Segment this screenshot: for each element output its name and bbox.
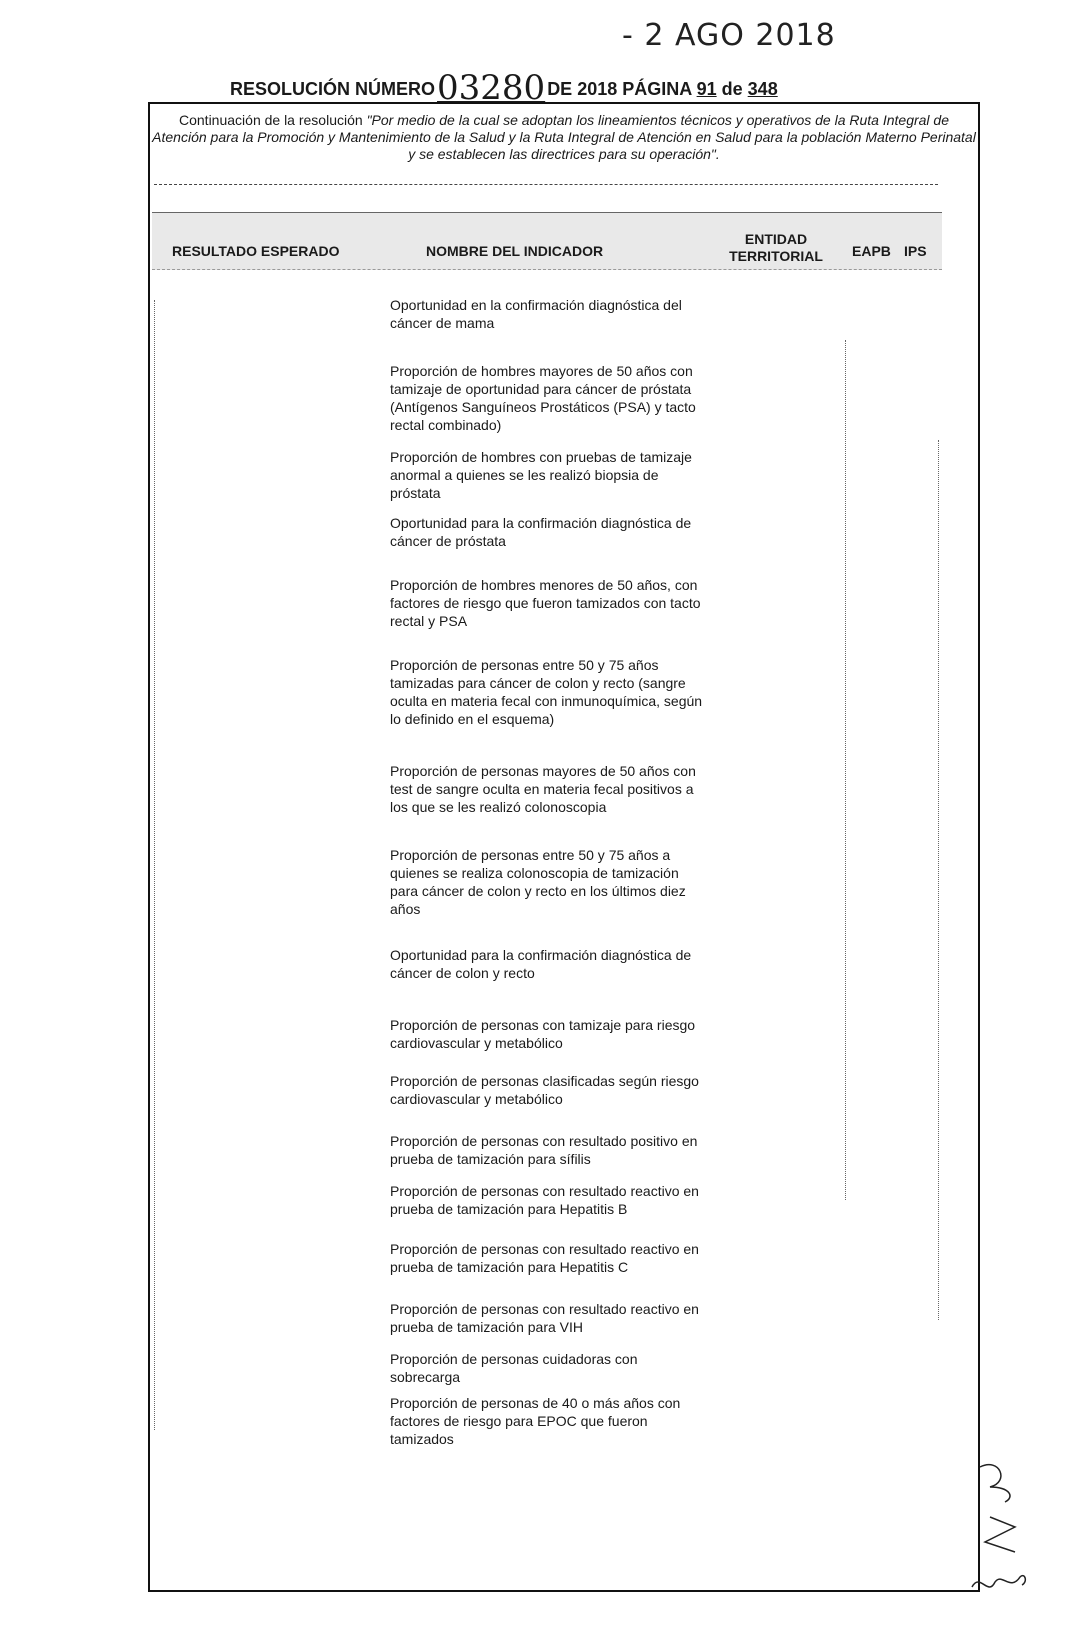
- handwritten-signature: [970, 1457, 1030, 1607]
- indicator-row: Proporción de personas con tamizaje para riesgo cardiovascular y metabólico: [390, 1017, 696, 1051]
- indicator-row: Oportunidad para la confirmación diagnóstica de cáncer de próstata: [390, 515, 692, 549]
- indicator-row: Oportunidad en la confirmación diagnóstica del cáncer de mama: [390, 297, 682, 331]
- column-header-resultado: RESULTADO ESPERADO: [172, 243, 340, 259]
- column-divider-eapb: [845, 340, 846, 1200]
- column-header-nombre: NOMBRE DEL INDICADOR: [426, 243, 604, 259]
- page-total: 348: [747, 79, 778, 99]
- indicator-row: Proporción de hombres mayores de 50 años con tamizaje de oportunidad para cáncer de próstata (Antígenos Sanguíneos Prostáticos (PSA) y tacto rectal combinado): [390, 363, 696, 433]
- column-divider-ips: [938, 440, 939, 1320]
- indicator-row: Proporción de personas con resultado reactivo en prueba de tamización para Hepatitis B: [390, 1183, 699, 1217]
- indicator-row: Proporción de hombres menores de 50 años, con factores de riesgo que fueron tamizados con tacto rectal y PSA: [390, 577, 701, 629]
- column-header-eapb: EAPB: [852, 243, 891, 259]
- indicator-row: Proporción de personas con resultado reactivo en prueba de tamización para Hepatitis C: [390, 1241, 699, 1275]
- indicator-row: Oportunidad para la confirmación diagnóstica de cáncer de colon y recto: [390, 947, 692, 981]
- date-stamp: - 2 AGO 2018: [622, 18, 836, 53]
- indicator-row: Proporción de personas entre 50 y 75 años tamizadas para cáncer de colon y recto (sangre oculta en materia fecal con inmunoquímica, según lo definido en el esquema): [390, 657, 703, 727]
- resolution-header: [230, 64, 778, 108]
- continuation-text: [152, 112, 976, 163]
- resolution-title-quote: "Por medio de la cual se adoptan los lineamientos técnicos y operativos de la Ruta Integral de Atención para la Promoción y Mantenimiento de la Salud y la Ruta Integral de Atención en Salud para la población Materno Perinatal y se establecen las directrices para su operación".: [152, 112, 976, 162]
- indicator-row: Proporción de personas con resultado reactivo en prueba de tamización para VIH: [390, 1301, 699, 1335]
- table-header: [152, 212, 942, 270]
- indicator-row: Proporción de personas cuidadoras con sobrecarga: [390, 1351, 638, 1385]
- indicator-row: Proporción de personas clasificadas según riesgo cardiovascular y metabólico: [390, 1073, 699, 1107]
- column-header-entidad: ENTIDAD TERRITORIAL: [729, 231, 823, 264]
- page-number: 91: [696, 79, 717, 99]
- continuation-lead: Continuación de la resolución: [179, 112, 363, 128]
- column-header-ips: IPS: [904, 243, 927, 259]
- page-of-label: de: [721, 79, 743, 99]
- resolution-year-label: DE 2018 PÁGINA: [547, 79, 692, 99]
- separator-rule: [154, 184, 938, 185]
- indicator-row: Proporción de personas con resultado positivo en prueba de tamización para sífilis: [390, 1133, 698, 1167]
- resolution-number: 03280: [437, 68, 546, 108]
- column-divider-left: [154, 300, 155, 1430]
- indicator-row: Proporción de personas de 40 o más años con factores de riesgo para EPOC que fueron tamizados: [390, 1395, 681, 1447]
- indicator-row: Proporción de personas entre 50 y 75 años a quienes se realiza colonoscopia de tamización para cáncer de colon y recto en los últimos diez años: [390, 847, 686, 917]
- indicator-row: Proporción de hombres con pruebas de tamizaje anormal a quienes se les realizó biopsia de próstata: [390, 449, 692, 501]
- resolution-prefix: RESOLUCIÓN NÚMERO: [230, 79, 436, 99]
- indicator-row: Proporción de personas mayores de 50 años con test de sangre oculta en materia fecal positivos a los que se les realizó colonoscopia: [390, 763, 696, 815]
